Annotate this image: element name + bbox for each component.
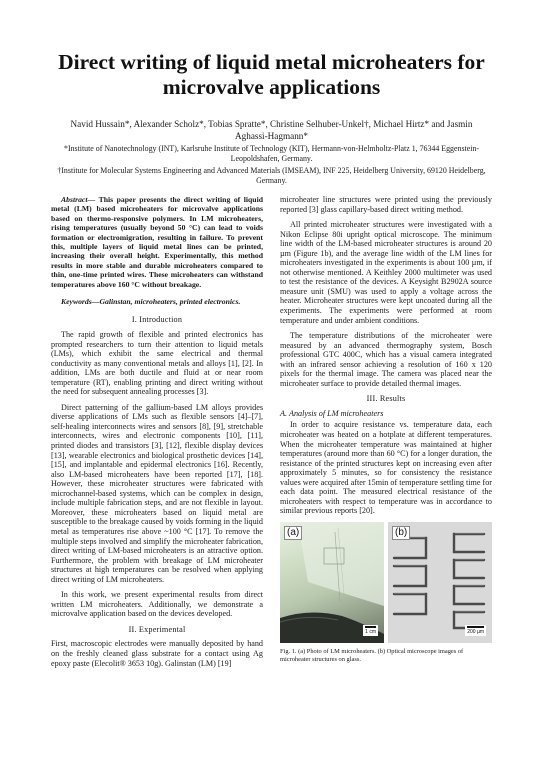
scale-bar-a [363,625,378,636]
figure-panel-a-photo [280,522,384,643]
scale-bar-b-line [467,626,484,628]
keywords: Keywords—Galinstan, microheaters, printed electronics. [61,297,241,307]
results-paragraph-1: In order to acquire resistance vs. temperature data, each microheater was heated on a hotplate at different temperatures. When the microheater temperature was maintained at higher temperatures (around more than 60 °C) for a longer duration, the resistance of the printed structures kept on increasing even after approximately 5 minutes, so for consistency the resistance values were acquired after 15min of temperature settling time for each data point. The measured electrical resistance of the microheaters with respect to temperature was in accordance to similar previous reports [20]. [280,420,492,516]
right-paragraph-1: microheater line structures were printed using the previously reported [3] glass capillary-based direct writing method. [280,195,492,214]
experimental-paragraph-1: First, macroscopic electrodes were manually deposited by hand on the freshly cleaned glass substrate for a contact using Ag epoxy paste (Elecolit® 3653 10g). Galinstan (LM) [19] [51,639,263,668]
paper-title: Direct writing of liquid metal microheaters for microvalve applications [58,50,485,99]
right-paragraph-2: All printed microheater structures were investigated with a Nikon Eclipse 80i upright optical microscope. The minimum line width of the LM-based microheater structures is around 20 µm (Figure 1b), and the average line width of the LM lines for microheaters investigated in the experiments is about 100 µm, if not otherwise mentioned. A Keithley 2000 multimeter was used to test the resistance of the devices. A Keysight B2902A source measure unit (SMU) was used to apply a voltage across the heater. Microheater structures were kept uncoated during all the experiments. The experiments were performed at room temperature and under ambient conditions. [280,220,492,325]
affiliation-1: *Institute of Nanotechnology (INT), Karlsruhe Institute of Technology (KIT), Hermann-von-Helmholtz-Platz 1, 76344 Eggenstein-Leopoldshafen, Germany. [64,144,479,163]
left-column [51,195,263,674]
intro-paragraph-3: In this work, we present experimental results from direct written LM microheaters. Additionally, we demonstrate a microvalve application based on the devices developed. [51,590,263,619]
figure-panel-b-microscope [388,522,492,643]
abstract-text: — This paper presents the direct writing of liquid metal (LM) based microheaters for microvalve applications based on thermo-responsive polymers. In LM microheaters, rising temperatures (usually beyond 50 °C) can lead to voids formation or electromigration, resulting in failure. To prevent this, multiple layers of liquid metal lines can be printed, increasing their overall height. Experimentally, this method results in more stable and durable microheaters compared to thin, one-time printed wires. These microheaters can withstand temperatures above 160 °C without breakage. [51,195,263,289]
abstract [51,195,263,289]
figure-1-caption: Fig. 1. (a) Photo of LM microheaters. (b) Optical microscope images of microheater structures on glass. [280,647,464,663]
intro-paragraph-2: Direct patterning of the gallium-based LM alloys provides diverse applications of LMs such as flexible sensors [4]–[7], self-healing interconnects wires and sensors [8], [9], stretchable interconnects, wires and electronic components [10], [11], printed diodes and transistors [3], [12], flexible display devices [13], wearable electronics and biological prosthetic devices [14], [15], and implantable and epidermal electronics [16]. Recently, also LM-based microheaters have been reported [17], [18]. However, these microheater structures were fabricated with microchannel-based systems, which can be complex in design, include multiple fabrication steps, and are not flexible in layout. Moreover, these microheaters based on liquid metal are susceptible to the breakage caused by voids forming in the liquid metal as temperatures rise above ~100 °C [17]. To remove the multiple steps involved and simplify the microheater fabrication, direct writing of LM-based microheaters is an attractive option. Furthermore, the problem with breakage of LM microheater structures at high temperatures can be resolved when applying direct writing of LM microheaters. [51,402,263,584]
abstract-lead: Abstract [61,195,88,204]
figure-1 [280,522,492,643]
section-heading-results: III. Results [366,394,406,404]
author-list: Navid Hussain*, Alexander Scholz*, Tobias Spratte*, Christine Selhuber-Unkel†, Michael Hirtz* and Jasmin Aghassi-Hagmann* [70,119,473,141]
scale-bar-b-label: 200 µm [467,628,484,635]
figure-panel-b-label: (b) [392,526,410,540]
scale-bar-a-line [365,626,376,628]
scale-bar-b [465,625,486,636]
section-heading-experimental: II. Experimental [128,624,186,634]
right-paragraph-3: The temperature distributions of the microheater were measured by an advanced thermography system, Bosch professional GTC 400C, which has a visual camera integrated with an infrared sensor achieving a resolution of 160 x 120 pixels for the thermal image. The camera was placed near the microheater surface to provide detailed thermal images. [280,331,492,388]
right-column [280,195,492,664]
section-heading-introduction: I. Introduction [131,315,183,325]
subsection-heading-analysis: A. Analysis of LM microheaters [280,408,384,418]
affiliation-2: †Institute for Molecular Systems Engineering and Advanced Materials (IMSEAM), INF 225, Heidelberg University, 69120 Heidelberg, Germany. [57,166,486,185]
figure-panel-a-label: (a) [284,526,302,540]
scale-bar-a-label: 1 cm [365,628,376,635]
intro-paragraph-1: The rapid growth of flexible and printed electronics has prompted researchers to turn their attention to liquid metals (LMs), which exhibit the same electrical and thermal conductivity as many conventional metals and alloys [1], [2]. In addition, LMs are both ductile and fluid at or near room temperature (RT), enabling printing and direct writing without the need for subsequent annealing processes [3]. [51,330,263,397]
